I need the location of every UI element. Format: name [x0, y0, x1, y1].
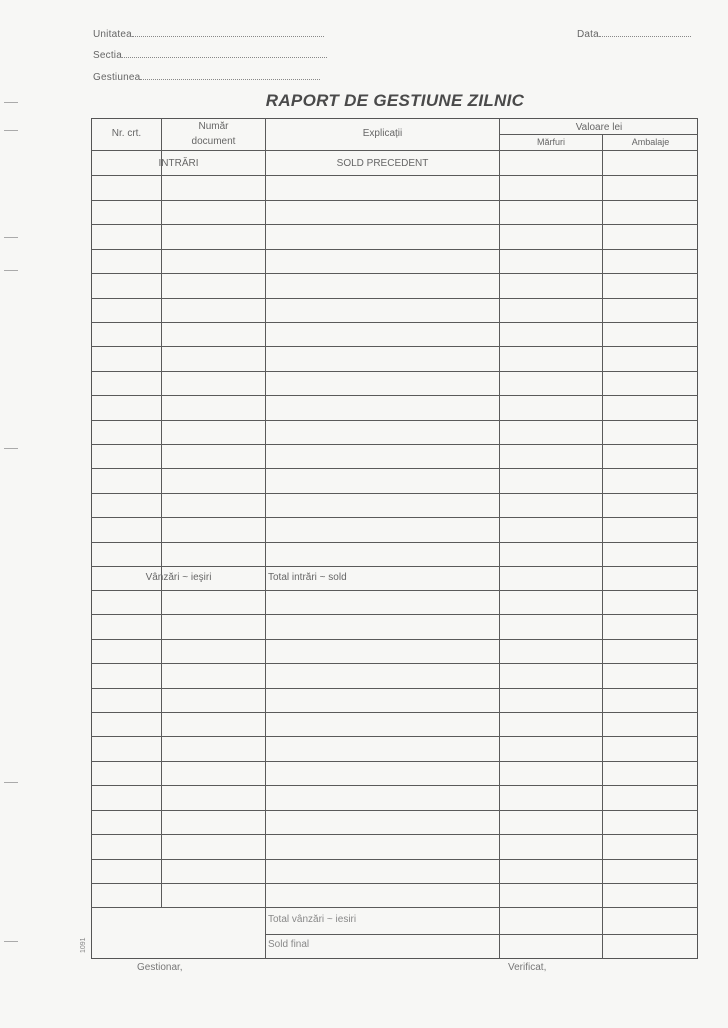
- margin-mark: [4, 130, 18, 131]
- sectia-field: [93, 48, 327, 61]
- sectia-label: Sectia: [93, 50, 122, 61]
- row-rule: [91, 150, 698, 151]
- row-rule: [91, 566, 698, 567]
- row-rule: [91, 298, 698, 299]
- margin-mark: [4, 782, 18, 783]
- row-rule: [91, 468, 698, 469]
- row-rule: [91, 175, 698, 176]
- header-marfuri: Mărfuri: [536, 137, 565, 147]
- margin-mark: [4, 270, 18, 271]
- page-title: RAPORT DE GESTIUNE ZILNIC: [265, 91, 525, 110]
- header-ambalaje: Ambalaje: [631, 137, 670, 147]
- sold-final-label: Sold final: [268, 939, 310, 950]
- data-label: Data: [577, 29, 599, 40]
- col-divider-doc: [265, 118, 266, 959]
- row-rule: [91, 859, 698, 860]
- vanzari-iesiri-label: Vânzări ~ ieşiri: [145, 572, 212, 583]
- unitatea-label: Unitatea: [93, 29, 132, 40]
- header-valoare-lei: Valoare lei: [575, 122, 623, 133]
- row-rule: [91, 322, 698, 323]
- row-rule: [91, 785, 698, 786]
- row-rule: [91, 712, 698, 713]
- intrari-label: INTRĂRI: [158, 158, 199, 169]
- unitatea-field: [93, 27, 324, 40]
- form-code: 1091: [80, 937, 87, 953]
- verificat-label: Verificat,: [508, 962, 547, 973]
- row-rule: [91, 371, 698, 372]
- sold-precedent-label: SOLD PRECEDENT: [336, 158, 429, 169]
- data-field: [577, 27, 691, 40]
- data-dotted-line: [599, 27, 691, 37]
- row-rule: [91, 688, 698, 689]
- row-rule: [91, 663, 698, 664]
- gestiunea-label: Gestiunea: [93, 72, 141, 83]
- row-rule: [91, 224, 698, 225]
- row-rule: [91, 907, 698, 908]
- total-intrari-sold-label: Total intrări ~ sold: [268, 572, 347, 583]
- gestionar-label: Gestionar,: [137, 962, 183, 973]
- row-rule: [91, 249, 698, 250]
- col-divider-marfuri: [602, 134, 603, 959]
- unitatea-dotted-line: [132, 27, 324, 37]
- row-rule: [91, 883, 698, 884]
- row-rule: [91, 346, 698, 347]
- row-rule: [91, 517, 698, 518]
- row-rule: [91, 736, 698, 737]
- row-rule: [91, 639, 698, 640]
- margin-mark: [4, 102, 18, 103]
- margin-mark: [4, 941, 18, 942]
- row-rule: [91, 590, 698, 591]
- col-divider-explicatii: [499, 118, 500, 959]
- margin-mark: [4, 448, 18, 449]
- gestiunea-field: [93, 70, 320, 83]
- row-rule: [91, 761, 698, 762]
- header-explicatii: Explicații: [362, 128, 403, 139]
- total-vanzari-iesiri-label: Total vânzări ~ iesiri: [268, 914, 357, 925]
- row-rule: [91, 200, 698, 201]
- header-numar: Număr: [198, 121, 229, 132]
- row-rule: [265, 934, 698, 935]
- row-rule: [91, 273, 698, 274]
- row-rule: [91, 493, 698, 494]
- row-rule: [91, 614, 698, 615]
- row-rule: [91, 542, 698, 543]
- report-table: [91, 118, 698, 959]
- valoare-subheader-line: [499, 134, 698, 135]
- row-rule: [91, 444, 698, 445]
- row-rule: [91, 834, 698, 835]
- row-rule: [91, 395, 698, 396]
- col-divider-nr: [161, 118, 162, 907]
- header-nr-crt: Nr. crt.: [111, 128, 142, 139]
- row-rule: [91, 420, 698, 421]
- header-document: document: [191, 136, 236, 147]
- row-rule: [91, 810, 698, 811]
- margin-mark: [4, 237, 18, 238]
- gestiunea-dotted-line: [140, 70, 320, 80]
- sectia-dotted-line: [122, 48, 327, 58]
